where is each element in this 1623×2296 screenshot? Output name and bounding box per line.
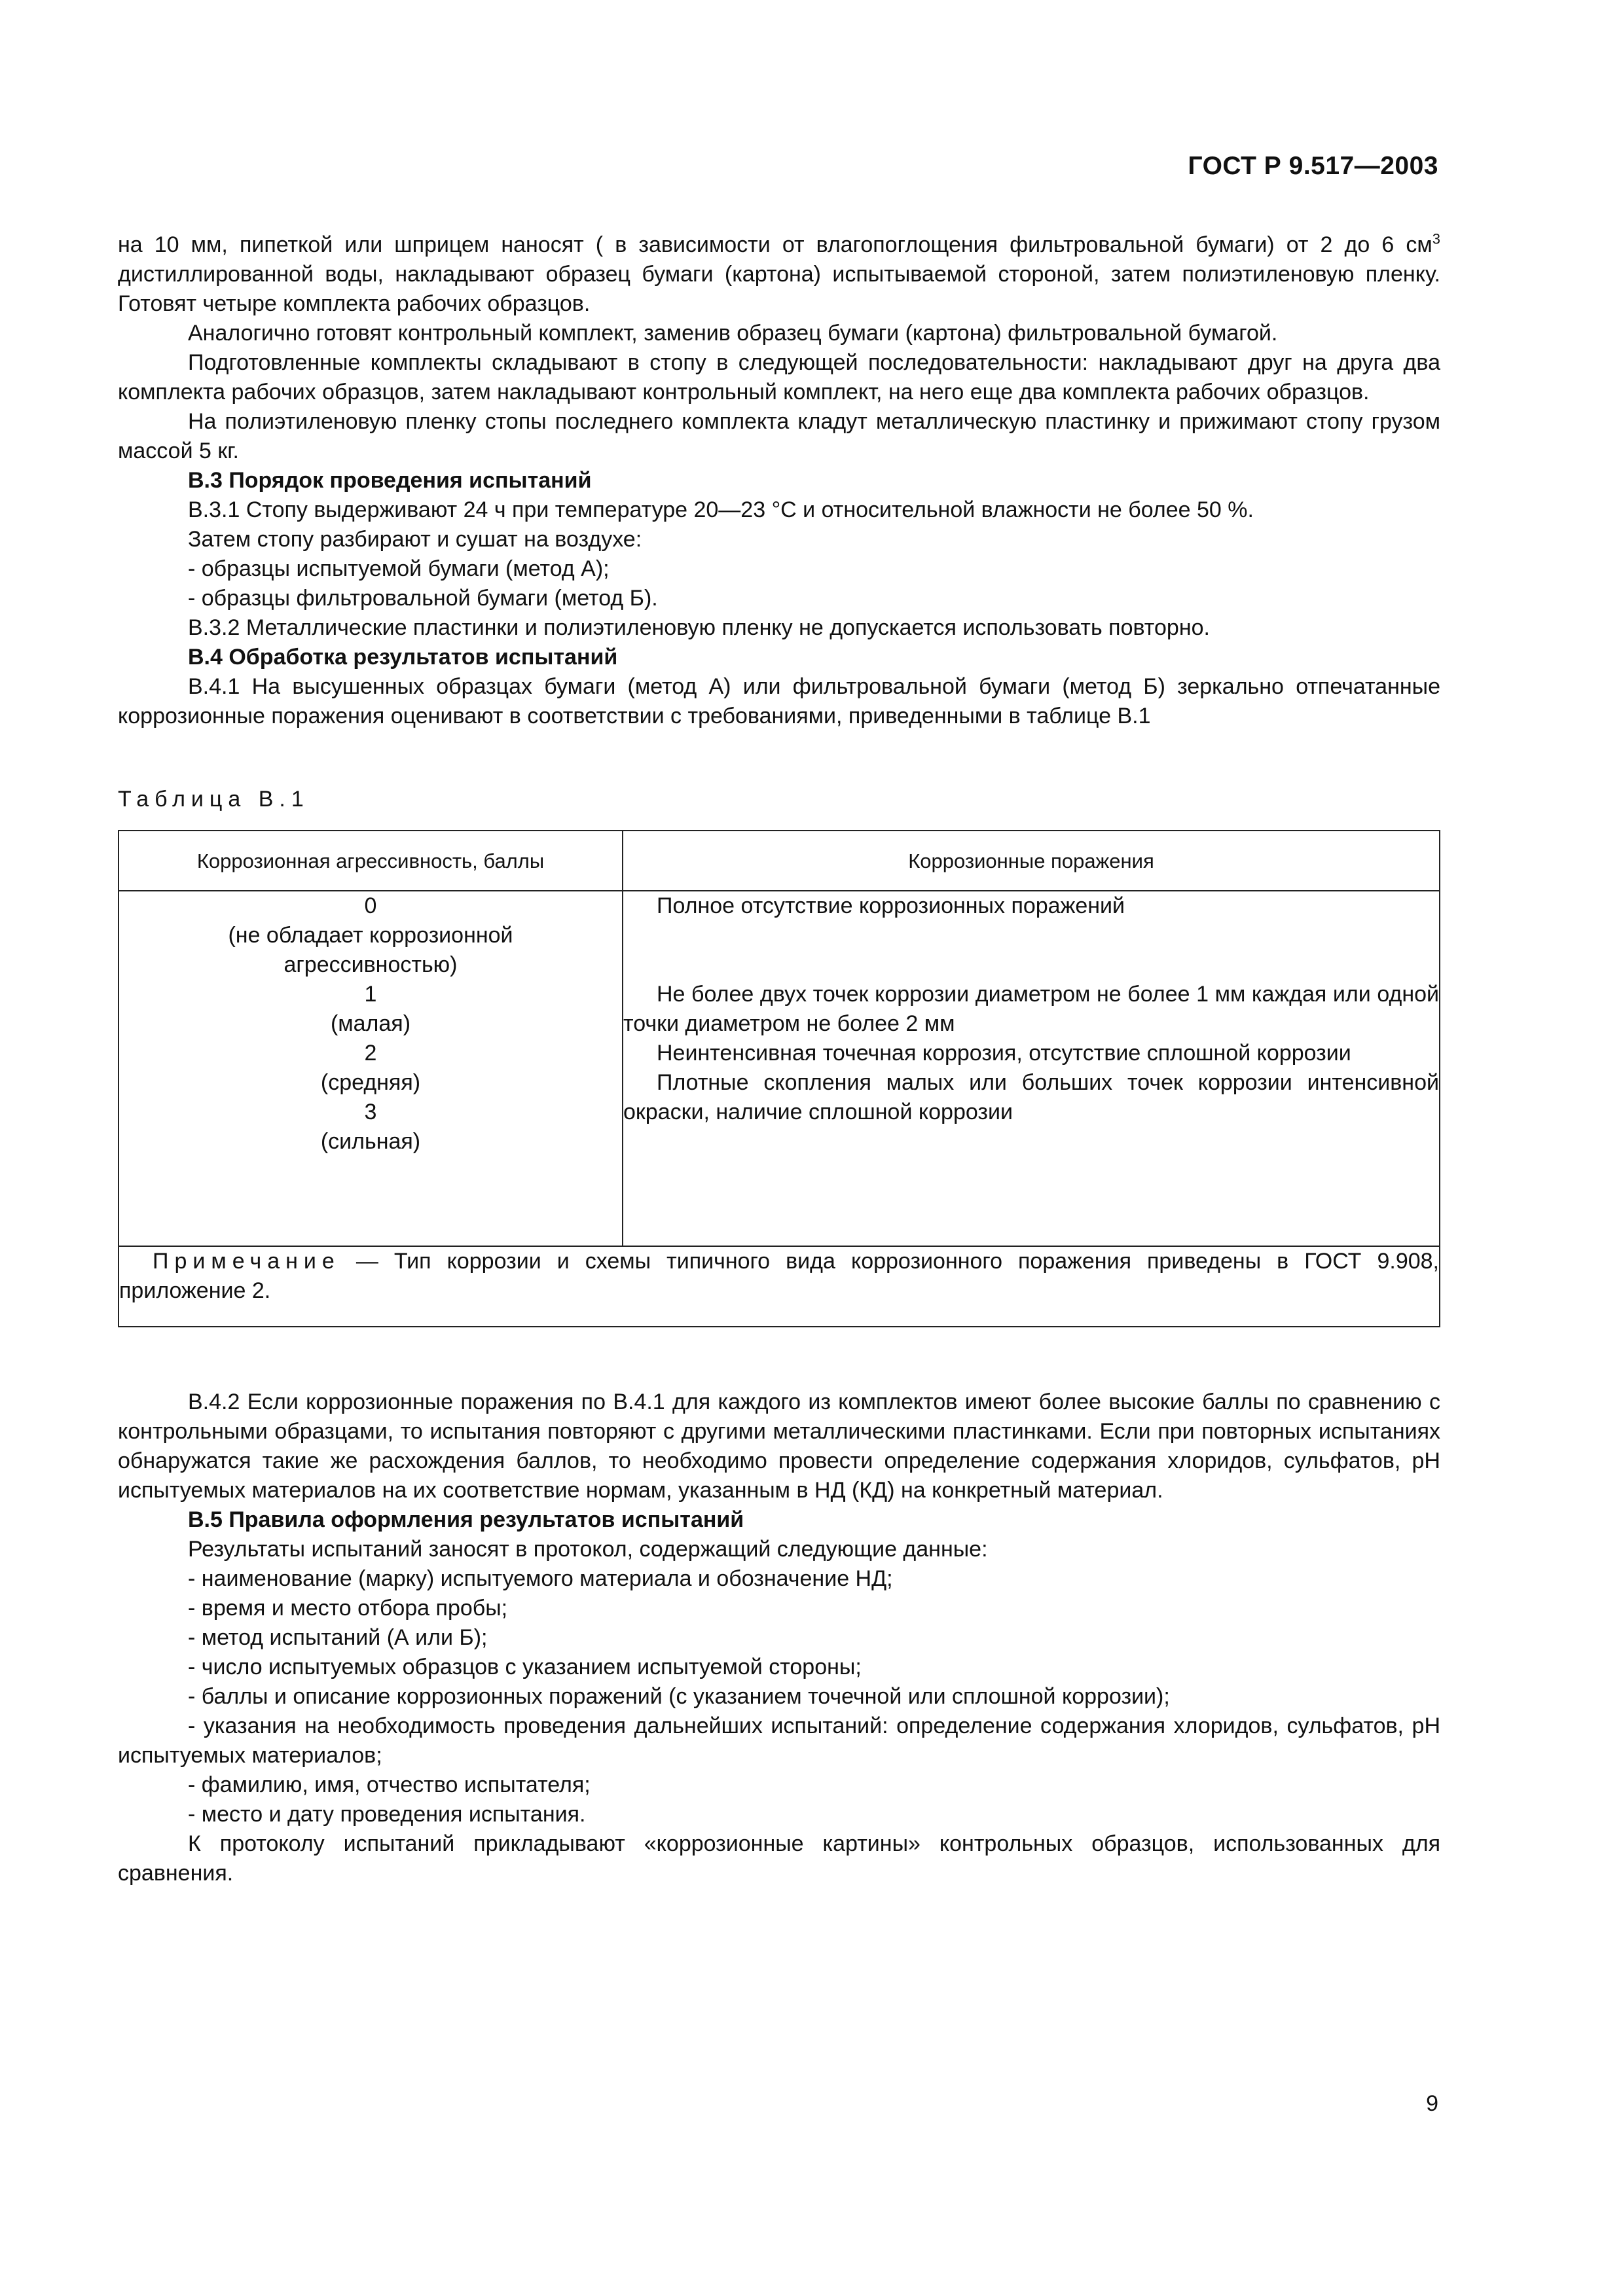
note-text: — Тип коррозии и схемы типичного вида коррозионного поражения приведены в ГОСТ 9.908, приложение 2. bbox=[119, 1249, 1439, 1304]
list-item-protocol: - фамилию, имя, отчество испытателя; bbox=[188, 1772, 591, 1797]
score-1: 1 bbox=[364, 982, 377, 1007]
paragraph-protocol: Результаты испытаний заносят в протокол, содержащий следующие данные: bbox=[188, 1537, 988, 1562]
paragraph-drying: Затем стопу разбирают и сушат на воздухе: bbox=[188, 527, 642, 552]
list-item-protocol: - метод испытаний (А или Б); bbox=[188, 1625, 488, 1650]
column-header-aggressiveness: Коррозионная агрессивность, баллы bbox=[119, 831, 623, 891]
damage-2: Неинтенсивная точечная коррозия, отсутствие сплошной коррозии bbox=[657, 1041, 1351, 1066]
paragraph-final: К протоколу испытаний прикладывают «коррозионные картины» контрольных образцов, использованных для сравнения. bbox=[118, 1831, 1440, 1886]
note-label: Примечание bbox=[153, 1249, 340, 1274]
document-id-header: ГОСТ Р 9.517—2003 bbox=[1188, 152, 1438, 180]
score-2-desc: (средняя) bbox=[320, 1070, 421, 1095]
damage-3: Плотные скопления малых или больших точек коррозии интенсивной окраски, наличие сплошной коррозии bbox=[623, 1070, 1439, 1124]
results-text-block bbox=[118, 1388, 1440, 1888]
paragraph-application: на 10 мм, пипеткой или шприцем наносят ( в зависимости от влагопоглощения фильтровальной бумаги) от 2 до 6 $см^3$ дистиллированной воды, накладывают образец бумаги (картона) испытываемой стороной, затем полиэтиленовую пленку. Готовят четыре комплекта рабочих образцов. bbox=[118, 230, 1440, 316]
score-2: 2 bbox=[364, 1041, 377, 1066]
score-1-desc: (малая) bbox=[330, 1011, 411, 1036]
list-item-method-a: - образцы испытуемой бумаги (метод А); bbox=[188, 556, 610, 581]
section-heading-b4: В.4 Обработка результатов испытаний bbox=[188, 645, 618, 670]
paragraph-stack-order: Подготовленные комплекты складывают в стопу в следующей последовательности: накладывают друг на друга два комплекта рабочих образцов, затем накладывают контрольный комплект, на него еще два комплекта рабочих образцов. bbox=[118, 350, 1440, 404]
corrosion-table bbox=[118, 830, 1440, 1327]
table-caption: Таблица В.1 bbox=[118, 787, 310, 812]
paragraph-b32: В.3.2 Металлические пластинки и полиэтиленовую пленку не допускается использовать повторно. bbox=[188, 615, 1210, 640]
list-item-protocol: - время и место отбора пробы; bbox=[188, 1596, 508, 1621]
score-0-desc-line-2: агрессивностью) bbox=[283, 952, 458, 977]
list-item-protocol: - число испытуемых образцов с указанием испытуемой стороны; bbox=[188, 1655, 862, 1679]
list-item-protocol: - указания на необходимость проведения дальнейших испытаний: определение содержания хлоридов, сульфатов, рН испытуемых материалов; bbox=[118, 1713, 1440, 1768]
list-item-protocol: - баллы и описание коррозионных поражений (с указанием точечной или сплошной коррозии); bbox=[188, 1684, 1170, 1709]
column-header-damage: Коррозионные поражения bbox=[623, 831, 1440, 891]
table-body-row bbox=[119, 891, 1440, 1246]
paragraph-control-set: Аналогично готовят контрольный комплект, заменив образец бумаги (картона) фильтровальной бумагой. bbox=[188, 321, 1278, 346]
list-item-method-b: - образцы фильтровальной бумаги (метод Б). bbox=[188, 586, 658, 611]
intro-text-block bbox=[118, 230, 1440, 731]
paragraph-b31: В.3.1 Стопу выдерживают 24 ч при температуре 20—23 °С и относительной влажности не более 50 %. bbox=[188, 497, 1254, 522]
scores-cell bbox=[119, 891, 623, 1246]
score-0-desc-line-1: (не обладает коррозионной bbox=[228, 923, 513, 948]
page-number: 9 bbox=[1426, 2091, 1438, 2116]
list-item-protocol: - место и дату проведения испытания. bbox=[188, 1802, 586, 1827]
damage-1: Не более двух точек коррозии диаметром не более 1 мм каждая или одной точки диаметром не более 2 мм bbox=[623, 982, 1439, 1036]
table-note-row bbox=[119, 1246, 1440, 1327]
section-heading-b5: В.5 Правила оформления результатов испытаний bbox=[188, 1507, 744, 1532]
paragraph-metal-plate: На полиэтиленовую пленку стопы последнего комплекта кладут металлическую пластинку и прижимают стопу грузом массой 5 кг. bbox=[118, 409, 1440, 463]
table-header-row bbox=[119, 831, 1440, 891]
score-3: 3 bbox=[364, 1100, 377, 1124]
paragraph-b41: В.4.1 На высушенных образцах бумаги (метод А) или фильтровальной бумаги (метод Б) зеркально отпечатанные коррозионные поражения оценивают в соответствии с требованиями, приведенными в таблице В.1 bbox=[118, 674, 1440, 728]
damage-0: Полное отсутствие коррозионных поражений bbox=[657, 893, 1125, 918]
score-0: 0 bbox=[364, 893, 377, 918]
table-note bbox=[119, 1246, 1440, 1327]
section-heading-b3: В.3 Порядок проведения испытаний bbox=[188, 468, 592, 493]
damage-cell bbox=[623, 891, 1440, 1246]
list-item-protocol: - наименование (марку) испытуемого материала и обозначение НД; bbox=[188, 1566, 893, 1591]
paragraph-b42: В.4.2 Если коррозионные поражения по В.4.1 для каждого из комплектов имеют более высокие баллы по сравнению с контрольными образцами, то испытания повторяют с другими металлическими пластинками. Если при повторных испытаниях обнаружатся такие же расхождения баллов, то необходимо провести определение содержания хлоридов, сульфатов, рН испытуемых материалов на их соответствие нормам, указанным в НД (КД) на конкретный материал. bbox=[118, 1390, 1440, 1503]
score-3-desc: (сильная) bbox=[320, 1129, 421, 1154]
